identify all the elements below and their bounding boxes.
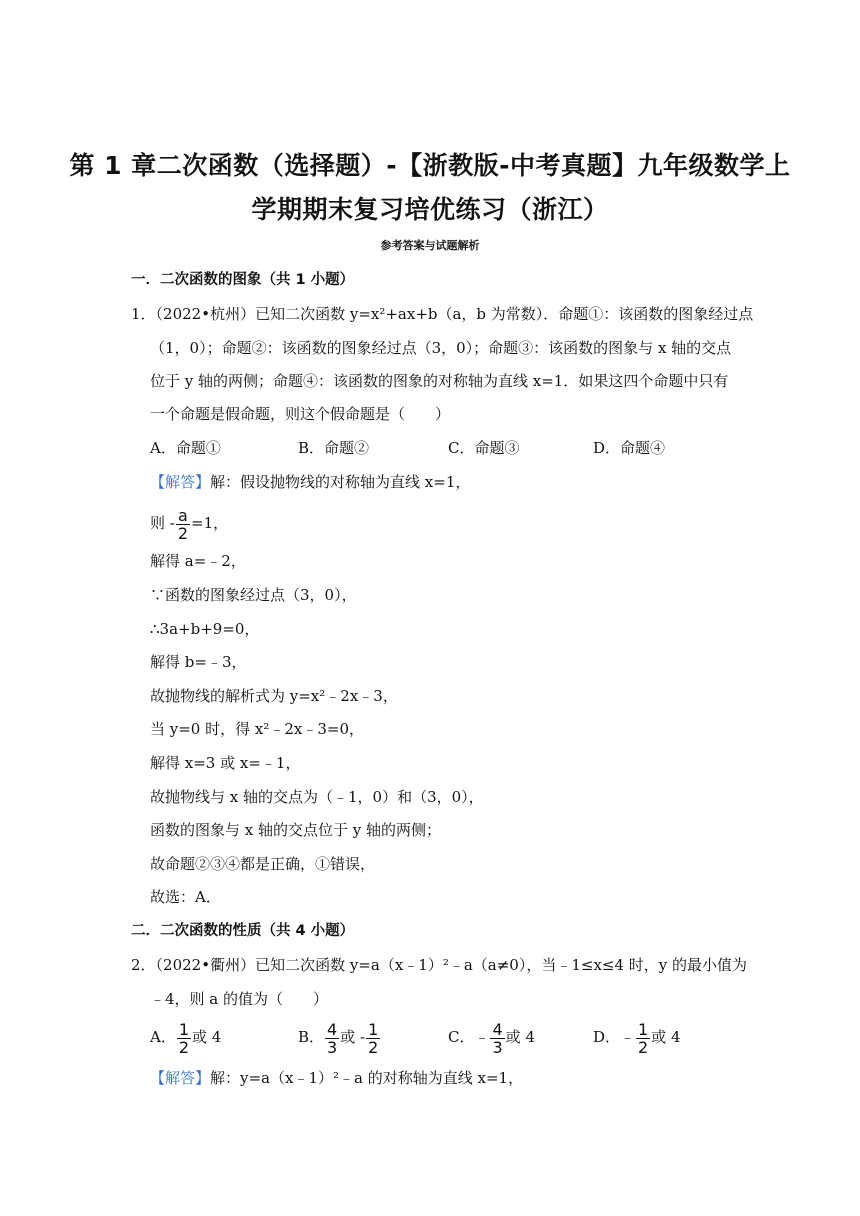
answer1-line12: 故命题②③④都是正确，①错误， — [150, 855, 376, 873]
q1-option-d: D．命题④ — [593, 439, 666, 457]
section2-heading: 二．二次函数的性质（共 4 小题） — [131, 923, 355, 939]
document-title-line2: 学期期末复习培优练习（浙江） — [251, 195, 609, 224]
answer-tag: 【解答】 — [150, 1069, 211, 1087]
document-title-line1: 第 1 章二次函数（选择题）-【浙教版-中考真题】九年级数学上 — [69, 151, 791, 180]
answer1-line3: 解得 a=﹣2， — [150, 552, 246, 570]
q2-option-c: C．﹣ $\frac{4}{3}$ 或 4 — [448, 1019, 535, 1057]
answer1-line8: 当 y=0 时，得 x²﹣2x﹣3=0， — [150, 720, 365, 738]
q1-option-a: A．命题① — [150, 439, 221, 457]
answer1-line5: ∴3a+b+9=0， — [150, 620, 260, 638]
answer1-line4: ∵函数的图象经过点（3，0）， — [150, 586, 357, 604]
answer1-line9: 解得 x=3 或 x=﹣1， — [150, 754, 301, 772]
fraction: $\frac{4}{3}$ — [492, 1019, 503, 1057]
answer1-line10: 故抛物线与 x 轴的交点为（﹣1，0）和（3，0）， — [150, 788, 484, 806]
answer1-text: 解：假设抛物线的对称轴为直线 x=1， — [210, 473, 471, 491]
fraction: $\frac{1}{2}$ — [638, 1019, 649, 1057]
answer2-text: 解：y=a（x﹣1）²﹣a 的对称轴为直线 x=1， — [210, 1069, 524, 1087]
q1-line4: 一个命题是假命题，则这个假命题是（ ） — [150, 405, 451, 423]
fraction: $\frac{1}{2}$ — [178, 1019, 190, 1057]
q2-option-b: B． $\frac{4}{3}$ 或 - $\frac{1}{2}$ — [298, 1019, 379, 1057]
q2-option-d: D．﹣ $\frac{1}{2}$ 或 4 — [593, 1019, 681, 1057]
q1-line2: （1，0）；命题②：该函数的图象经过点（3，0）；命题③：该函数的图象与 x 轴的交点 — [150, 339, 732, 357]
q2-line1: 2．（2022•衢州）已知二次函数 y=a（x﹣1）²﹣a（a≠0），当﹣1≤x≤4 时，y 的最小值为 — [131, 956, 748, 974]
answer1-l2-prefix: 则 - — [150, 514, 175, 532]
q1-option-c: C．命题③ — [448, 439, 520, 457]
answer1-line11: 函数的图象与 x 轴的交点位于 y 轴的两侧； — [150, 821, 442, 839]
q1-option-b: B．命题② — [298, 439, 370, 457]
fraction: $\frac{4}{3}$ — [327, 1019, 338, 1057]
q2-option-a: A． $\frac{1}{2}$ 或 4 — [150, 1019, 222, 1057]
answer1-l2-suffix: =1， — [191, 514, 229, 532]
answer1-line2 — [150, 505, 228, 542]
fraction-denominator: 2 — [177, 523, 189, 543]
q2-line2: ﹣4，则 a 的值为（ ） — [150, 990, 329, 1008]
answer1-line13: 故选：A． — [150, 888, 221, 906]
fraction-numerator: a — [176, 507, 190, 525]
section1-heading: 一．二次函数的图象（共 1 小题） — [131, 272, 355, 288]
q1-line1: 1．（2022•杭州）已知二次函数 y=x²+ax+b（a，b 为常数）．命题①：该函数的图象经过点 — [131, 305, 754, 323]
answer1-line6: 解得 b=﹣3， — [150, 653, 247, 671]
document-subtitle: 参考答案与试题解析 — [380, 239, 480, 252]
answer1-fraction — [176, 507, 190, 542]
answer1-line7: 故抛物线的解析式为 y=x²﹣2x﹣3， — [150, 687, 398, 705]
answer1-line1 — [150, 472, 470, 492]
fraction: $\frac{1}{2}$ — [368, 1019, 379, 1057]
answer-tag: 【解答】 — [150, 473, 211, 491]
q1-line3: 位于 y 轴的两侧；命题④：该函数的图象的对称轴为直线 x=1．如果这四个命题中只有 — [150, 372, 729, 390]
answer2-line1 — [150, 1068, 523, 1088]
